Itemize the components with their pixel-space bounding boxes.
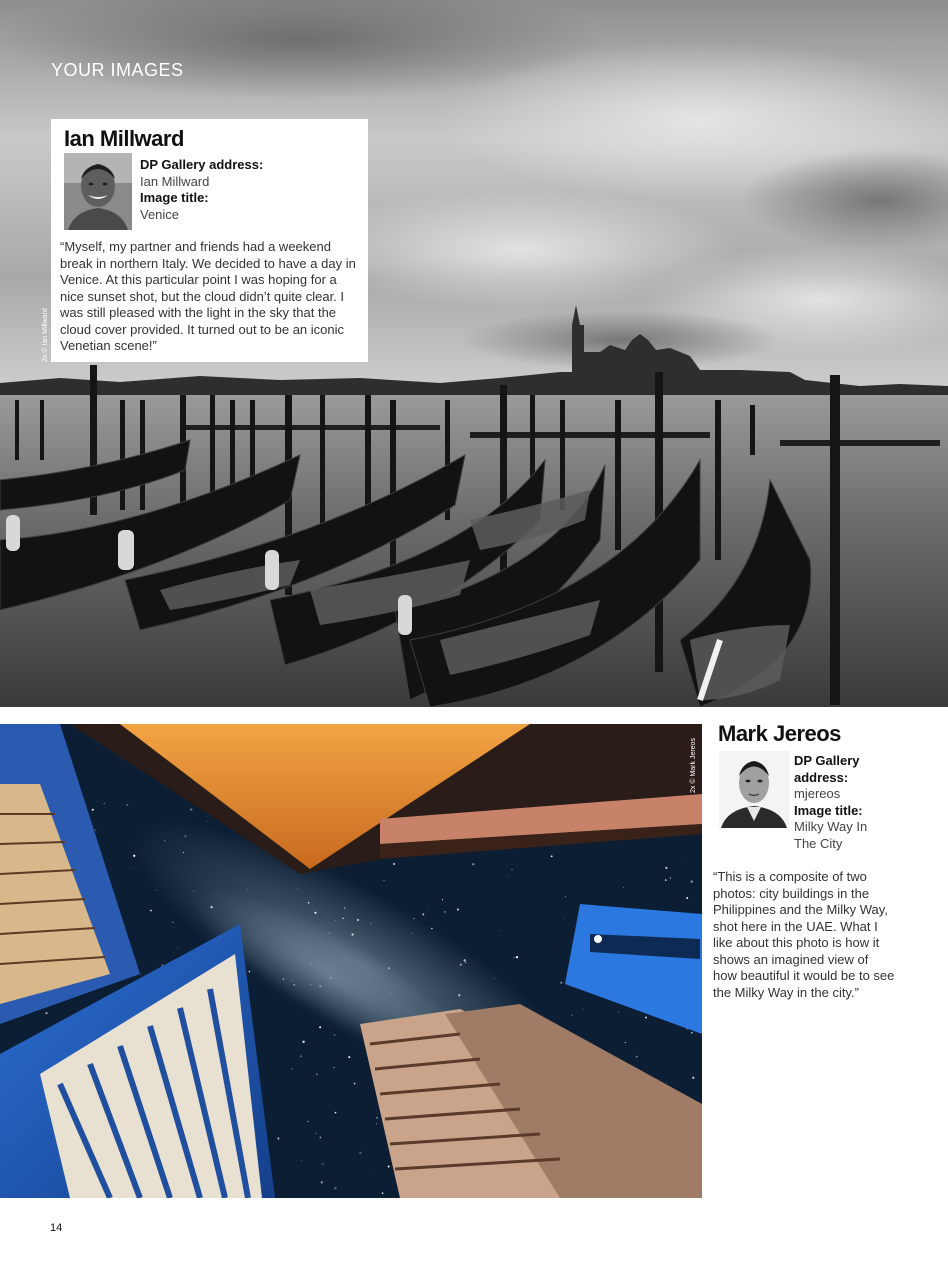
milky-way-image [0,724,702,1198]
ian-title-value: Venice [140,206,180,222]
mark-meta [794,753,934,852]
section-title: YOUR IMAGES [51,60,184,80]
ian-gallery-label: DP Gallery address: [140,157,264,172]
ian-photo-credit: 2x © Ian Millward [42,308,49,362]
ian-quote: “Myself, my partner and friends had a weekend break in northern Italy. We decided to have a day in Venice. At this particular point I was hoping for a nice sunset shot, but the cloud didn’t quite clear. I was still pleased with the light in the sky that the cloud cover provided. It turned out to be an iconic Venetian scene!” [60,239,356,353]
ian-gallery-value: Ian Millward [140,173,210,189]
mark-avatar [719,751,789,828]
mark-gallery-value: mjereos [794,786,841,801]
ian-info-box [51,119,368,362]
milky-way-photo [0,724,702,1198]
mark-quote: “This is a composite of two photos: city buildings in the Philippines and the Milky Way, shot here in the UAE. What I like about this photo is how it shows an imagined view of how beautiful it would be to see the Milky Way in the city.” [713,869,895,1000]
ian-meta [140,157,263,223]
mark-title-value-1: Milky Way In [794,819,868,834]
mark-title-value-2: The City [794,835,843,851]
ian-name: Ian Millward [64,126,184,151]
mark-title-label: Image title: [794,802,863,818]
ian-avatar [64,153,132,230]
page-number: 14 [50,1222,63,1234]
mark-gallery-label-1: DP Gallery [794,753,860,768]
mark-name: Mark Jereos [718,721,841,746]
ian-title-label: Image title: [140,190,209,205]
mark-gallery-label-2: address: [794,769,849,785]
mark-photo-credit: 2x © Mark Jereos [690,738,697,793]
